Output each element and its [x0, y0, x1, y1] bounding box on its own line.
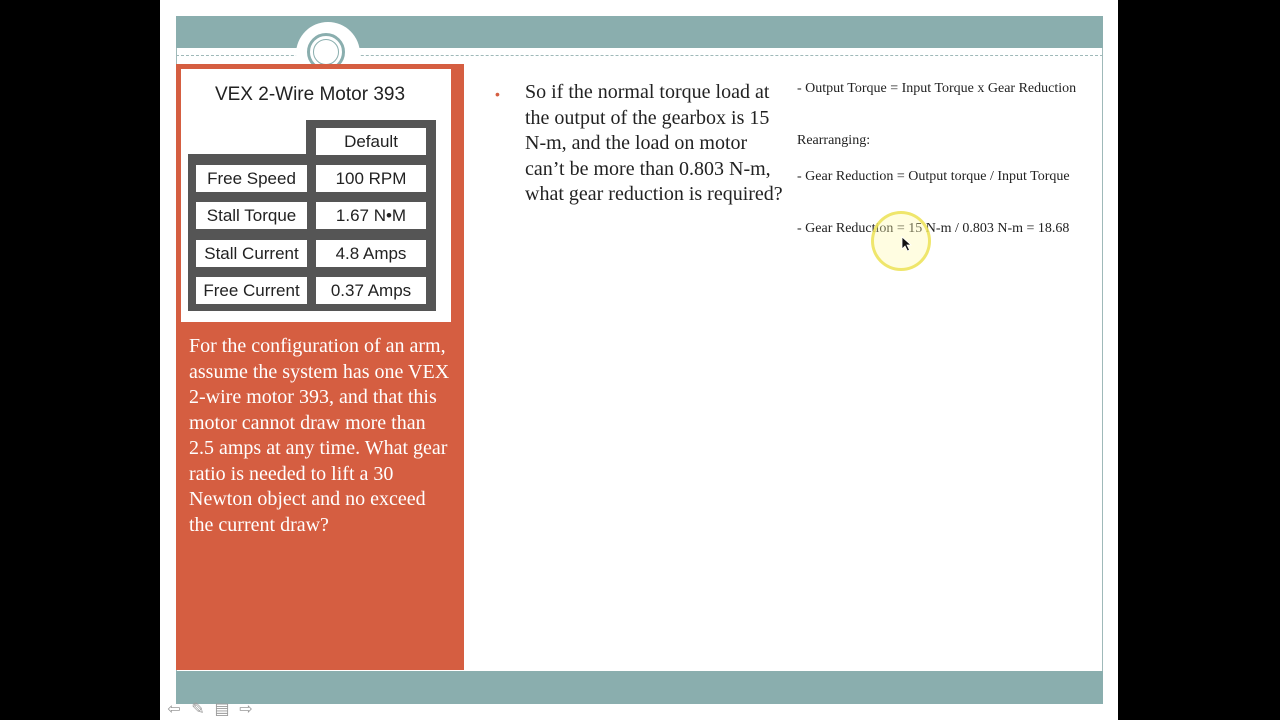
slideshow-nav-bar — [164, 697, 256, 719]
table-row-value: 1.67 N•M — [316, 202, 426, 229]
motor-table-title: VEX 2-Wire Motor 393 — [214, 84, 406, 105]
next-arrow-icon[interactable]: ⇨ — [239, 698, 253, 718]
bottom-band — [176, 671, 1103, 704]
table-empty-corner — [188, 120, 306, 154]
table-row-label: Free Current — [196, 277, 307, 304]
table-row-label: Stall Torque — [196, 202, 307, 229]
note-rearranging: Rearranging: — [797, 133, 871, 148]
table-row-value: 4.8 Amps — [316, 240, 426, 267]
slide-menu-icon[interactable]: ▤ — [214, 698, 230, 718]
table-row-value: 100 RPM — [316, 165, 426, 192]
problem-statement: For the configuration of an arm, assume the system has one VEX 2-wire motor 393, and that this motor cannot draw more than 2.5 amps at any time. What gear ratio is needed to lift a 30 Newton object and no exceed the current draw? — [189, 335, 450, 536]
mouse-pointer-icon — [901, 236, 913, 252]
bullet-question: So if the normal torque load at the output of the gearbox is 15 N-m, and the load on motor can’t be more than 0.803 N-m, what gear reduction is required? — [525, 81, 783, 205]
note-gear-reduction-result: - Gear Reduction = 15 N-m / 0.803 N-m = 18.68 — [797, 221, 1070, 236]
table-row-value: 0.37 Amps — [316, 277, 426, 304]
pen-icon[interactable]: ✎ — [191, 698, 205, 718]
note-output-torque: - Output Torque = Input Torque x Gear Reduction — [797, 81, 1077, 96]
note-gear-reduction-formula: - Gear Reduction = Output torque / Input Torque — [797, 169, 1070, 184]
table-row-label: Stall Current — [196, 240, 307, 267]
table-header-default: Default — [316, 128, 426, 155]
prev-arrow-icon[interactable]: ⇦ — [167, 698, 181, 718]
logo-inner-ring-icon — [313, 39, 339, 65]
table-row-label: Free Speed — [196, 165, 307, 192]
bullet-marker: • — [495, 86, 500, 102]
